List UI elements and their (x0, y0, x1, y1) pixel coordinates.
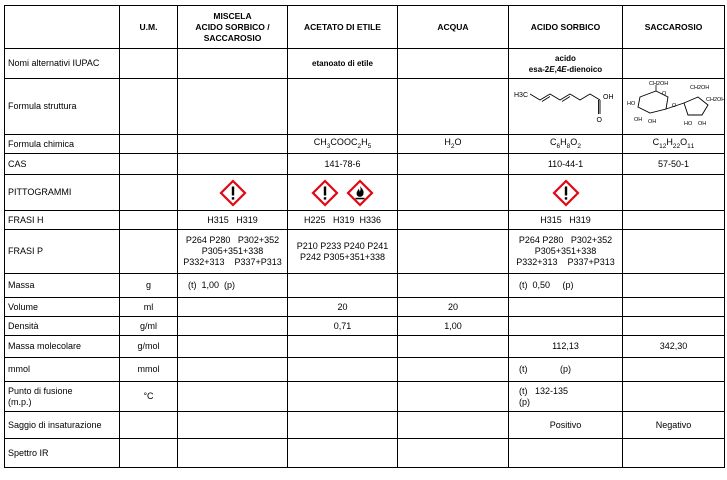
cas-acetato: 141-78-6 (288, 154, 398, 175)
iupac-acetato: etanoato di etile (288, 49, 398, 79)
header-sorbico: ACIDO SORBICO (509, 6, 623, 49)
formula-sorbico: $C_6H_8O_2$ (509, 135, 623, 154)
table-row (5, 49, 725, 79)
exclamation-mark-hazard-icon (220, 180, 246, 206)
frasi-h-acetato: H225 H319 H336 (288, 211, 398, 230)
row-label-iupac: Nomi alternativi IUPAC (5, 49, 120, 79)
row-label-massa: Massa (5, 274, 120, 298)
formula-saccarosio: $C_{12}H_{22}O_{11}$ (623, 135, 725, 154)
svg-text:OH: OH (603, 94, 614, 101)
table-row (5, 230, 725, 274)
row-label-chimica: Formula chimica (5, 135, 120, 154)
row-label-mmol: mmol (5, 358, 120, 382)
mm-saccarosio: 342,30 (623, 336, 725, 358)
mmol-sorbico: (t) (p) (509, 358, 623, 382)
table-row (5, 412, 725, 439)
flame-hazard-icon (347, 180, 373, 206)
frasi-p-acetato: P210 P233 P240 P241 P242 P305+351+338 (288, 230, 398, 274)
saggio-saccarosio: Negativo (623, 412, 725, 439)
table-row (5, 211, 725, 230)
row-label-struttura: Formula struttura (5, 79, 120, 135)
header-miscela (178, 6, 288, 49)
table-row (5, 154, 725, 175)
um-massa-molecolare: g/mol (120, 336, 178, 358)
table-row (5, 358, 725, 382)
sucrose-structure (623, 79, 725, 135)
svg-text:HO: HO (627, 101, 636, 107)
svg-text:H3C: H3C (514, 92, 529, 99)
header-saccarosio: SACCAROSIO (623, 6, 725, 49)
svg-text:O: O (662, 91, 667, 97)
svg-text:O: O (596, 117, 602, 124)
frasi-p-sorbico: P264 P280 P302+352 P305+351+338 P332+313 P337+P313 (509, 230, 623, 274)
sorbic-acid-structure-drawing (512, 80, 620, 130)
frasi-p-miscela: P264 P280 P302+352 P305+351+338 P332+313 P337+P313 (178, 230, 288, 274)
exclamation-mark-hazard-icon (312, 180, 338, 206)
frasi-h-sorbico: H315 H319 (509, 211, 623, 230)
row-label-saggio: Saggio di insaturazione (5, 412, 120, 439)
densita-acqua: 1,00 (398, 317, 509, 336)
header-empty (5, 6, 120, 49)
svg-text:CH2OH: CH2OH (649, 81, 669, 87)
header-miscela-line3: SACCAROSIO (203, 32, 262, 43)
properties-table (4, 5, 725, 468)
svg-text:HO: HO (684, 121, 693, 127)
frasi-h-miscela: H315 H319 (178, 211, 288, 230)
table-row (5, 317, 725, 336)
iupac-sorbico: acido esa-2E,4E-dienoico (509, 49, 623, 79)
table-row (5, 274, 725, 298)
um-densita: g/ml (120, 317, 178, 336)
formula-acqua: $H_2O$ (398, 135, 509, 154)
row-label-cas: CAS (5, 154, 120, 175)
table-row (5, 79, 725, 135)
row-label-pittogrammi: PITTOGRAMMI (5, 175, 120, 211)
svg-text:OH: OH (698, 121, 707, 127)
table-row (5, 439, 725, 468)
massa-miscela: (t) 1,00 (p) (178, 274, 288, 298)
volume-acetato: 20 (288, 298, 398, 317)
row-label-ir: Spettro IR (5, 439, 120, 468)
cas-sorbico: 110-44-1 (509, 154, 623, 175)
um-volume: ml (120, 298, 178, 317)
formula-acetato: $CH_3COOC_2H_5$ (288, 135, 398, 154)
table-row (5, 336, 725, 358)
massa-sorbico: (t) 0,50 (p) (509, 274, 623, 298)
um-massa: g (120, 274, 178, 298)
table-row (5, 382, 725, 412)
cas-saccarosio: 57-50-1 (623, 154, 725, 175)
svg-text:CH2OH: CH2OH (706, 97, 726, 103)
fusione-sorbico: (t) 132-135 (p) (509, 382, 623, 412)
header-miscela-line1: MISCELA (213, 10, 252, 21)
table-row (5, 175, 725, 211)
um-mmol: mmol (120, 358, 178, 382)
header-miscela-line2: ACIDO SORBICO / (195, 21, 270, 32)
row-label-frasi-p: FRASI P (5, 230, 120, 274)
svg-text:O: O (672, 103, 677, 109)
row-label-massa-molecolare: Massa molecolare (5, 336, 120, 358)
svg-text:CH2OH: CH2OH (690, 85, 710, 91)
row-label-densita: Densità (5, 317, 120, 336)
sucrose-structure-drawing (626, 79, 726, 131)
table-row (5, 298, 725, 317)
um-fusione: °C (120, 382, 178, 412)
header-acqua: ACQUA (398, 6, 509, 49)
svg-text:OH: OH (634, 117, 643, 123)
table-row (5, 135, 725, 154)
volume-acqua: 20 (398, 298, 509, 317)
header-um: U.M. (120, 6, 178, 49)
header-row (5, 6, 725, 49)
svg-text:OH: OH (648, 119, 657, 125)
row-label-volume: Volume (5, 298, 120, 317)
row-label-frasi-h: FRASI H (5, 211, 120, 230)
mm-sorbico: 112,13 (509, 336, 623, 358)
exclamation-mark-hazard-icon (553, 180, 579, 206)
header-acetato: ACETATO DI ETILE (288, 6, 398, 49)
saggio-sorbico: Positivo (509, 412, 623, 439)
sorbic-acid-structure (509, 79, 623, 135)
densita-acetato: 0,71 (288, 317, 398, 336)
row-label-fusione: Punto di fusione (m.p.) (5, 382, 120, 412)
